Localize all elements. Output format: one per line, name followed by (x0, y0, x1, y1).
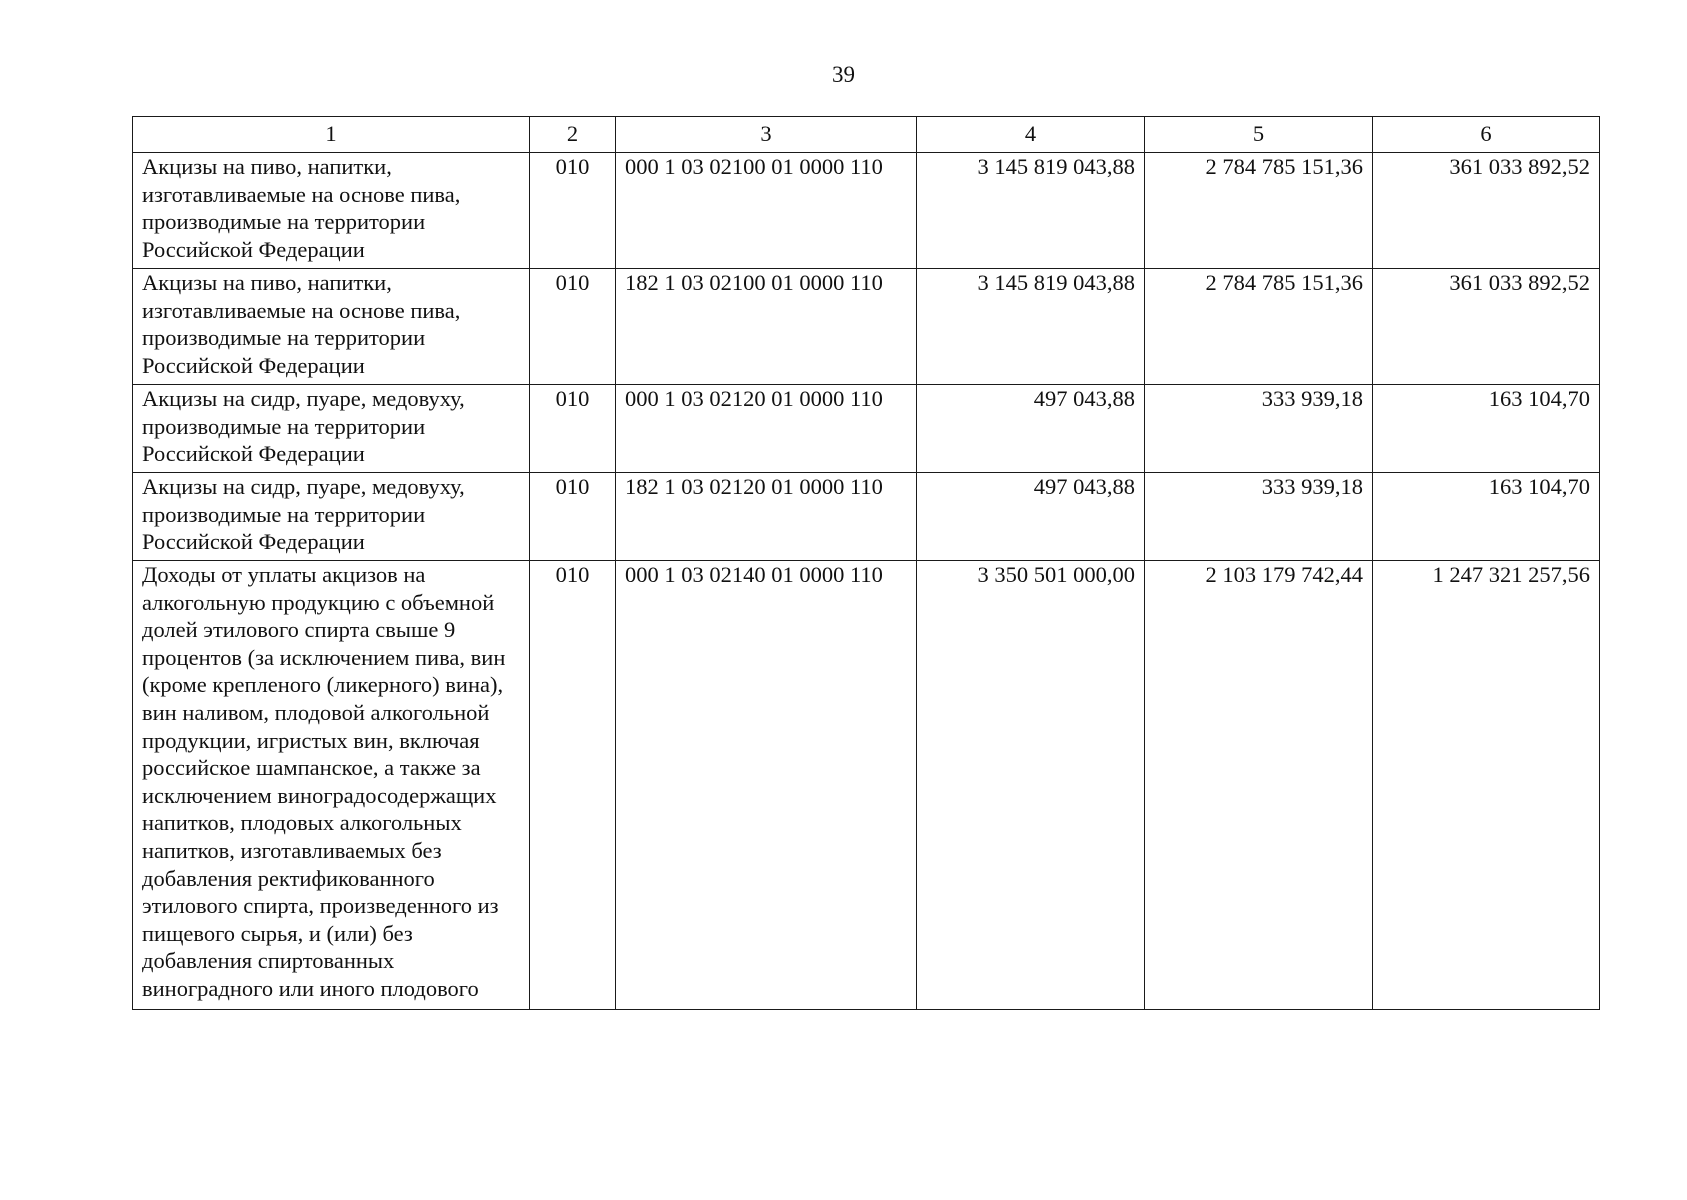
row-value-col5: 333 939,18 (1145, 385, 1373, 473)
column-number: 5 (1145, 117, 1373, 153)
column-number-row (133, 117, 1600, 153)
row-line-code: 010 (530, 473, 616, 561)
table-row (133, 385, 1600, 473)
row-name: Акцизы на сидр, пуаре, медовуху, производимые на территории Российской Федерации (133, 385, 530, 473)
table-row (133, 153, 1600, 269)
row-line-code: 010 (530, 269, 616, 385)
column-number: 1 (133, 117, 530, 153)
row-budget-code: 000 1 03 02120 01 0000 110 (616, 385, 917, 473)
row-value-col6: 163 104,70 (1373, 473, 1600, 561)
row-name: Акцизы на пиво, напитки, изготавливаемые на основе пива, производимые на территории Российской Федерации (133, 269, 530, 385)
row-value-col6: 1 247 321 257,56 (1373, 561, 1600, 1010)
row-name: Акцизы на сидр, пуаре, медовуху, производимые на территории Российской Федерации (133, 473, 530, 561)
row-value-col4: 497 043,88 (917, 473, 1145, 561)
row-value-col6: 361 033 892,52 (1373, 153, 1600, 269)
row-line-code: 010 (530, 561, 616, 1010)
row-budget-code: 182 1 03 02100 01 0000 110 (616, 269, 917, 385)
page-number: 39 (832, 62, 855, 87)
row-budget-code: 000 1 03 02140 01 0000 110 (616, 561, 917, 1010)
row-value-col5: 2 103 179 742,44 (1145, 561, 1373, 1010)
table-row (133, 473, 1600, 561)
column-number: 6 (1373, 117, 1600, 153)
row-name: Акцизы на пиво, напитки, изготавливаемые на основе пива, производимые на территории Российской Федерации (133, 153, 530, 269)
row-value-col5: 2 784 785 151,36 (1145, 269, 1373, 385)
row-budget-code: 000 1 03 02100 01 0000 110 (616, 153, 917, 269)
row-line-code: 010 (530, 385, 616, 473)
row-value-col6: 361 033 892,52 (1373, 269, 1600, 385)
row-value-col4: 3 145 819 043,88 (917, 269, 1145, 385)
row-value-col4: 497 043,88 (917, 385, 1145, 473)
row-value-col4: 3 145 819 043,88 (917, 153, 1145, 269)
row-name: Доходы от уплаты акцизов на алкогольную продукцию с объемной долей этилового спирта свыше 9 процентов (за исключением пива, вин (кроме крепленого (ликерного) вина), вин наливом, плодовой алкогольной продукции, игристых вин, включая российское шампанское, а также за исключением виноградосодержащих напитков, плодовых алкогольных напитков, изготавливаемых без добавления ректификованного этилового спирта, произведенного из пищевого сырья, и (или) без добавления спиртованных виноградного или иного плодового (133, 561, 530, 1010)
table-row (133, 269, 1600, 385)
column-number: 3 (616, 117, 917, 153)
revenue-table (132, 116, 1600, 1010)
column-number: 2 (530, 117, 616, 153)
table-row (133, 561, 1600, 1010)
row-budget-code: 182 1 03 02120 01 0000 110 (616, 473, 917, 561)
row-value-col5: 333 939,18 (1145, 473, 1373, 561)
row-value-col6: 163 104,70 (1373, 385, 1600, 473)
column-number: 4 (917, 117, 1145, 153)
row-value-col4: 3 350 501 000,00 (917, 561, 1145, 1010)
row-line-code: 010 (530, 153, 616, 269)
row-value-col5: 2 784 785 151,36 (1145, 153, 1373, 269)
